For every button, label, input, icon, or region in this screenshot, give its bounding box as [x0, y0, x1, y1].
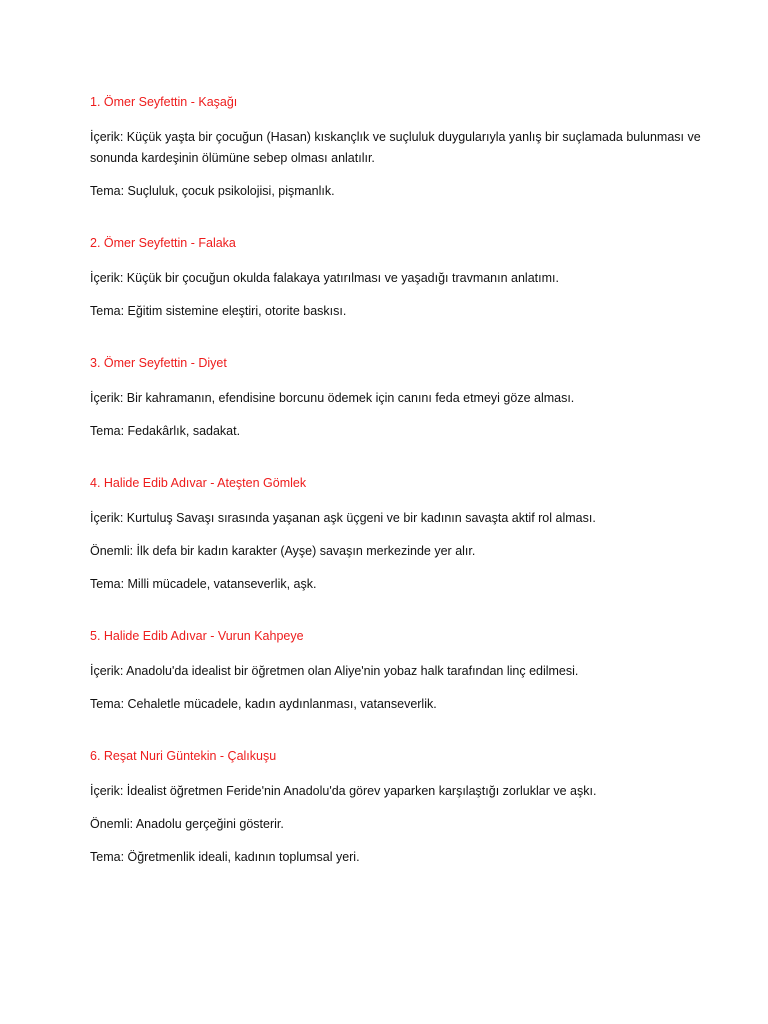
entry-theme: Tema: Eğitim sistemine eleştiri, otorite baskısı.: [90, 304, 347, 318]
entry-importance: Önemli: İlk defa bir kadın karakter (Ayşe) savaşın merkezinde yer alır.: [90, 544, 476, 558]
entry-title: 5. Halide Edib Adıvar - Vurun Kahpeye: [90, 629, 304, 643]
entry-title: 4. Halide Edib Adıvar - Ateşten Gömlek: [90, 476, 307, 490]
entry-falaka: [90, 235, 710, 322]
entry-content: İçerik: İdealist öğretmen Feride'nin Anadolu'da görev yaparken karşılaştığı zorluklar ve aşkı.: [90, 784, 597, 798]
entry-diyet: [90, 355, 710, 442]
entry-calikusu: [90, 748, 710, 868]
entry-theme: Tema: Cehaletle mücadele, kadın aydınlanması, vatanseverlik.: [90, 697, 437, 711]
entry-theme: Tema: Öğretmenlik ideali, kadının toplumsal yeri.: [90, 850, 360, 864]
entry-theme: Tema: Fedakârlık, sadakat.: [90, 424, 241, 438]
entry-vurun-kahpeye: [90, 628, 710, 715]
entry-content: İçerik: Küçük yaşta bir çocuğun (Hasan) kıskançlık ve suçluluk duygularıyla yanlış bir suçlamada bulunması ve sonunda kardeşinin ölümüne sebep olması anlatılır.: [90, 130, 701, 165]
entry-theme: Tema: Suçluluk, çocuk psikolojisi, pişmanlık.: [90, 184, 335, 198]
entry-kasagi: [90, 94, 710, 202]
entry-content: İçerik: Kurtuluş Savaşı sırasında yaşanan aşk üçgeni ve bir kadının savaşta aktif rol alması.: [90, 511, 596, 525]
entry-content: İçerik: Bir kahramanın, efendisine borcunu ödemek için canını feda etmeyi göze alması.: [90, 391, 575, 405]
entry-title: 6. Reşat Nuri Güntekin - Çalıkuşu: [90, 749, 277, 763]
entry-content: İçerik: Anadolu'da idealist bir öğretmen olan Aliye'nin yobaz halk tarafından linç edilmesi.: [90, 664, 579, 678]
document-page: [90, 94, 710, 901]
entry-importance: Önemli: Anadolu gerçeğini gösterir.: [90, 817, 284, 831]
entry-content: İçerik: Küçük bir çocuğun okulda falakaya yatırılması ve yaşadığı travmanın anlatımı.: [90, 271, 559, 285]
entry-theme: Tema: Milli mücadele, vatanseverlik, aşk.: [90, 577, 317, 591]
entry-title: 1. Ömer Seyfettin - Kaşağı: [90, 95, 238, 109]
entry-title: 2. Ömer Seyfettin - Falaka: [90, 236, 236, 250]
entry-atesten-gomlek: [90, 475, 710, 595]
entry-title: 3. Ömer Seyfettin - Diyet: [90, 356, 227, 370]
